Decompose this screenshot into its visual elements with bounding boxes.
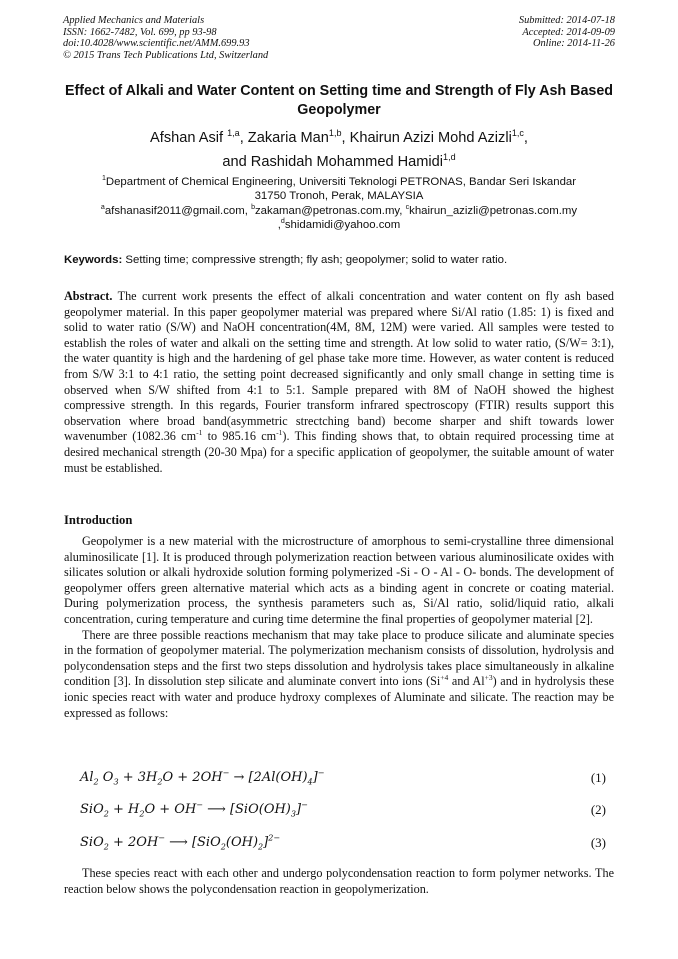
email-sup: d <box>280 218 285 226</box>
affiliation-address: 31750 Tronoh, Perak, MALAYSIA <box>254 190 424 203</box>
paragraph-text: There are three possible reactions mechanism that may take place to produce silicate and aluminate species in the formation of geopolymer material. The polymerization mechanism consists of dissolution, hydrolysis and polycondensation steps and the first two steps dissolution and hydrolysis takes place simultaneously in alkaline condition [3]. In dissolution step silicate and aluminate convert into ions (Si <box>64 627 614 689</box>
paragraph: These species react with each other and undergo polycondensation reaction to form polymer networks. The reaction below shows the polycondensation reaction in geopolymerization. <box>64 866 614 896</box>
paragraph-text: and Al <box>448 674 485 689</box>
paragraph <box>64 628 614 722</box>
online-date: Online: 2014-11-26 <box>532 38 615 50</box>
email-link[interactable]: shidamidi@yahoo.com <box>284 219 401 232</box>
equation-number: (3) <box>590 835 606 850</box>
journal-header <box>63 15 268 61</box>
unit-sup: -1 <box>196 428 203 438</box>
author-name: , Khairun Azizi Mohd Azizli <box>341 130 512 146</box>
author-name: Afshan Asif <box>150 130 224 146</box>
paper-title: Effect of Alkali and Water Content on Setting time and Strength of Fly Ash Based Geopolymer <box>64 83 614 118</box>
email-sup: c <box>405 204 410 212</box>
equation-1 <box>80 770 606 792</box>
equation-number: (1) <box>590 770 606 785</box>
accepted-date: Accepted: 2014-09-09 <box>522 26 615 38</box>
author-sup: 1,c <box>511 128 524 139</box>
equation-image: $Al_2$ $O_3 + 3H_2O + 2OH^- \to [2Al(OH)_4]^-$ <box>80 768 325 787</box>
ion-charge-sup: +3 <box>484 673 493 683</box>
email-link[interactable]: zakaman@petronas.com.my, <box>254 204 406 217</box>
email-sup: b <box>251 204 255 212</box>
equation-3 <box>80 835 606 857</box>
journal-name: Applied Mechanics and Materials <box>63 15 205 26</box>
issn: ISSN: 1662-7482, Vol. 699, pp 93-98 <box>63 26 217 38</box>
introduction-heading: Introduction <box>64 513 133 527</box>
author-list <box>40 126 638 174</box>
equation-2 <box>80 802 606 824</box>
copyright: © 2015 Trans Tech Publications Ltd, Switzerland <box>63 49 269 61</box>
email-link[interactable]: khairun_azizli@petronas.com.my <box>409 204 578 217</box>
equation-image: $SiO_2 + H_2O + OH^-$ ⟶ $[SiO(OH)_3]^-$ <box>80 800 308 819</box>
keywords-label: Keywords: <box>64 254 123 266</box>
email-link[interactable]: afshanasif2011@gmail.com, <box>104 204 252 217</box>
abstract-text: to 985.16 cm <box>202 429 277 444</box>
keywords-text: Setting time; compressive strength; fly ash; geopolymer; solid to water ratio. <box>122 254 508 266</box>
author-separator: , <box>523 130 528 146</box>
affiliation-block <box>50 175 628 233</box>
author-sup: 1,b <box>328 128 342 139</box>
introduction-body <box>64 534 614 721</box>
keywords-section <box>64 253 624 267</box>
abstract-text: The current work presents the effect of alkali concentration and water content on fly ash based geopolymer material. In this paper geopolymer material was prepared where Si/Al ratio (1.85: 1) is fixed and solid to water ratio (S/W) and NaOH concentration(4M, 8M, 12M) were varied. All samples were tested to establish the roles of water and alkali on the setting time and strength. At low solid to water ratio, (S/W= 3:1), the water quantity is high and the hardening of gel phase take more time. However, as water content is reduced from S/W 3:1 to 4:1 ratio, the setting point decreased significantly and only small change in setting time is observed when S/W shifted from 4:1 to 5:1. Sample prepared with 8M of NaOH showed the highest compressive strength. In this regards, Fourier transform infrared spectroscopy (FTIR) results support this observation where broad band(asymmetric strectching band) become sharper and shift towards lower wavenumber (1082.36 cm <box>64 289 614 444</box>
author-sup: 1,d <box>443 152 456 163</box>
author-name: , Zakaria Man <box>239 130 329 146</box>
abstract-label: Abstract. <box>64 289 113 303</box>
unit-sup: -1 <box>276 428 283 438</box>
affiliation-line: Department of Chemical Engineering, Universiti Teknologi PETRONAS, Bandar Seri Iskandar <box>105 176 577 188</box>
email-separator: , <box>277 219 281 232</box>
paragraph-text: ) and in hydrolysis these ionic species react with water and produce hydroxy complexes of Aluminate and silicate. The reaction may be expressed as follows: <box>64 674 614 720</box>
equation-image: SiO$_2$ + 2OH− ⟶ $[SiO_2(OH)_2]^{2-}$ <box>80 833 281 852</box>
abstract-section <box>64 289 614 476</box>
affiliation-sup: 1 <box>101 175 106 183</box>
submitted-date: Submitted: 2014-07-18 <box>518 15 615 26</box>
paragraph: Geopolymer is a new material with the microstructure of amorphous to semi-crystalline three dimensional aluminosilicate [1]. It is produced through polymerization reaction between various aluminosilicate oxides with silicates solution or alkali hydroxide solution forming polymerized -Si - O - Al - O- bonds. The development of geopolymer offers green alternative material which acts as a binding agent in concrete or coating material. During polymerization process, the synthesis parameters such as, Si/Al ratio, solid/liquid ratio, alkali concentration, curing temperature and curing time determine the final properties of geopolymer material [2]. <box>64 534 614 626</box>
abstract-text: ). This finding shows that, to obtain required processing time at desired mechanical strength (20-30 Mpa) for a specific application of geopolymer, the suitable amount of water must be established. <box>64 429 614 475</box>
author-name: and Rashidah Mohammed Hamidi <box>222 154 444 170</box>
ion-charge-sup: +4 <box>440 673 449 683</box>
doi: doi:10.4028/www.scientific.net/AMM.699.93 <box>63 38 250 50</box>
author-sup: 1,a <box>227 128 240 139</box>
equation-number: (2) <box>590 802 606 817</box>
dates-header <box>519 15 615 50</box>
email-sup: a <box>100 204 105 212</box>
